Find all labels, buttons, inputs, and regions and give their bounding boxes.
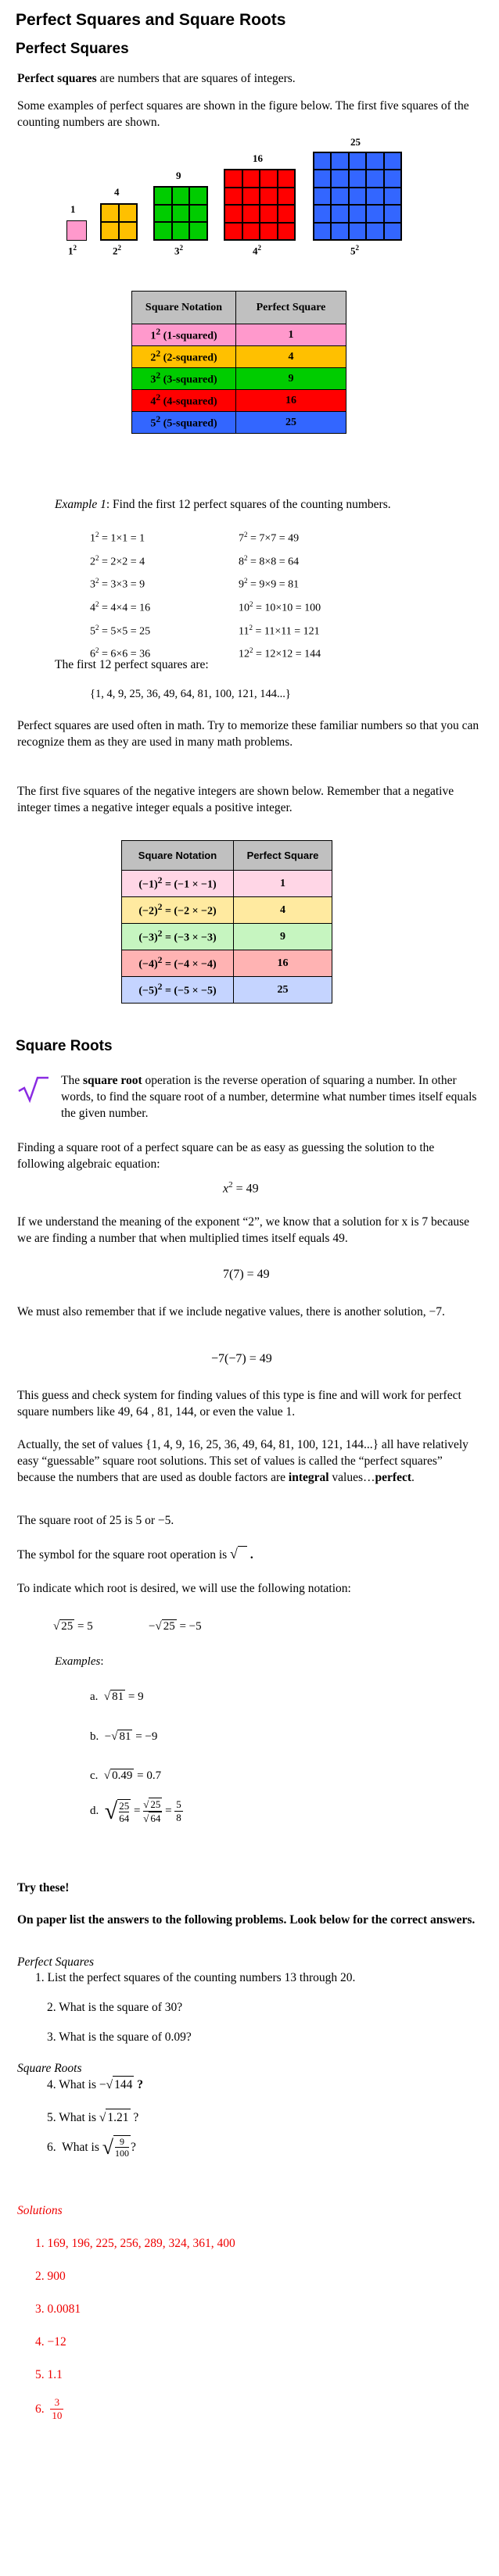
table-header: Perfect Square xyxy=(234,841,332,871)
equation-x-squared: $x^2 = 49$ xyxy=(223,1180,259,1196)
calc-line: $9^2 = 9\times 9 = 81$ xyxy=(239,577,300,591)
perfect-squares-label: Perfect Squares xyxy=(17,1955,94,1969)
figure-label: 9 xyxy=(176,170,181,181)
guess-paragraph: Finding a square root of a perfect square can be as easy as guessing the solution to the following algebraic equation: xyxy=(17,1141,435,1171)
definition: Perfect squares are numbers that are squares of integers. xyxy=(17,72,296,85)
figure-label: 16 xyxy=(253,152,263,164)
example-a: a. √ 81 = 9 xyxy=(90,1690,144,1703)
figure-label: 4 xyxy=(114,186,120,198)
calc-line: $6^2 = 6\times 6 = 36$ xyxy=(90,646,151,660)
table-header: Perfect Square xyxy=(236,292,346,324)
example-c: c. √ 0.49 = 0.7 xyxy=(90,1769,162,1782)
solution-4: 4. −12 xyxy=(35,2335,66,2349)
table-row: $5^2$ (5-squared) 25 xyxy=(132,412,346,434)
example-1: Example 1: Find the first 12 perfect squares of the counting numbers. xyxy=(55,498,391,511)
solution-1: 1. 169, 196, 225, 256, 289, 324, 361, 400 xyxy=(35,2237,235,2250)
equation-seven: 7(7) = 49 xyxy=(223,1268,270,1281)
problem-2: 2. What is the square of 30? xyxy=(47,2001,183,2014)
actually-paragraph: Actually, the set of values {1, 4, 9, 16, 25, 36, 49, 64, 81, 100, 121, 144...} all have relatively easy “guessable” square root solutions. This set of values is called the “perfect squares” because the numbers that are used as double factors are integral values…perfect. xyxy=(17,1438,468,1484)
sqrt-25-text: The square root of 25 is 5 or −5. xyxy=(17,1514,174,1527)
solution-5: 5. 1.1 xyxy=(35,2368,63,2381)
figure-label: 1 xyxy=(70,203,76,215)
section-heading-square-roots: Square Roots xyxy=(16,1038,113,1054)
table-row: $(-2)^2 = (-2 \times -2)$ 4 xyxy=(122,897,332,924)
square-4x4 xyxy=(224,169,296,241)
page-title: Perfect Squares and Square Roots xyxy=(16,11,286,29)
problem-3: 3. What is the square of 0.09? xyxy=(47,2030,192,2044)
notation-positive-root: √ 25 = 5 xyxy=(53,1620,93,1633)
table-row: $2^2$ (2-squared) 4 xyxy=(132,346,346,368)
solutions-heading: Solutions xyxy=(17,2204,63,2217)
equation-negative-seven: −7(−7) = 49 xyxy=(211,1352,272,1365)
square-roots-label: Square Roots xyxy=(17,2062,82,2075)
square-1x1 xyxy=(66,220,87,241)
examples-label: Examples: xyxy=(55,1655,104,1668)
figure-caption: $5^2$ xyxy=(350,244,359,257)
calc-left-column xyxy=(90,525,150,664)
problem-6: 6. What is √ 9 100 ? xyxy=(47,2135,136,2159)
solution-6: 6. 3 10 xyxy=(35,2396,63,2421)
figure-caption: $4^2$ xyxy=(253,244,261,257)
calc-line: $3^2 = 3\times 3 = 9$ xyxy=(90,577,145,591)
guess-check-paragraph: This guess and check system for finding values of this type is fine and will work for perfect square numbers like 49, 64 , 81, 144, or even the value 1. xyxy=(17,1389,461,1419)
first-12-label: The first 12 perfect squares are: xyxy=(55,658,209,671)
solution-2: 2. 900 xyxy=(35,2270,66,2283)
first-12-set: {1, 4, 9, 25, 36, 49, 64, 81, 100, 121, 144...} xyxy=(90,688,291,700)
memorize-paragraph: Perfect squares are used often in math. Try to memorize these familiar numbers so that you can recognize them as they are used in many math problems. xyxy=(17,719,479,749)
radical-symbol-icon xyxy=(17,1075,50,1104)
squares-figure xyxy=(0,136,499,258)
table-row: $(-1)^2 = (-1 \times -1)$ 1 xyxy=(122,871,332,897)
calc-line: $12^2 = 12\times 12 = 144$ xyxy=(239,646,321,660)
calc-line: $1^2 = 1\times 1 = 1$ xyxy=(90,531,145,545)
problem-4: 4. What is −√ 144 ? xyxy=(47,2076,499,2093)
section-heading-perfect-squares: Perfect Squares xyxy=(16,41,129,57)
table-row: $4^2$ (4-squared) 16 xyxy=(132,390,346,412)
calc-line: $4^2 = 4\times 4 = 16$ xyxy=(90,599,151,614)
solution-3: 3. 0.0081 xyxy=(35,2302,81,2316)
negative-solution-paragraph: We must also remember that if we include negative values, there is another solution, −7. xyxy=(17,1305,445,1318)
problem-1: 1. List the perfect squares of the counting numbers 13 through 20. xyxy=(35,1971,356,1984)
example-d: d. √ 25 64 = √ 25 √ 64 = 5 8 xyxy=(90,1798,181,1824)
table-row: $1^2$ (1-squared) 1 xyxy=(132,324,346,346)
square-3x3 xyxy=(153,186,208,241)
calc-line: $8^2 = 8\times 8 = 64$ xyxy=(239,553,300,568)
figure-caption: $2^2$ xyxy=(113,244,121,257)
notation-negative-root: −√ 25 = −5 xyxy=(149,1620,202,1633)
negatives-paragraph: The first five squares of the negative integers are shown below. Remember that a negative integer times a negative integer equals a positive integer. xyxy=(17,785,454,814)
calc-line: $5^2 = 5\times 5 = 25$ xyxy=(90,623,151,638)
figure-caption: $1^2$ xyxy=(68,244,77,257)
try-instructions: On paper list the answers to the following problems. Look below for the correct answers. xyxy=(17,1913,476,1927)
problem-5: 5. What is √ 1.21 ? xyxy=(47,2109,499,2126)
try-these-heading: Try these! xyxy=(17,1881,70,1894)
figure-label: 25 xyxy=(350,136,361,148)
intro-paragraph: Some examples of perfect squares are shown in the figure below. The first five squares of the counting numbers are shown. xyxy=(17,99,469,129)
square-5x5 xyxy=(313,152,402,241)
table-row: $(-4)^2 = (-4 \times -4)$ 16 xyxy=(122,950,332,977)
square-root-intro: The square root operation is the reverse operation of squaring a number. In other words, to find the square root of a number, determine what number times itself equals the given number. xyxy=(61,1074,477,1120)
symbol-text: The symbol for the square root operation is √ . xyxy=(17,1546,253,1562)
figure-caption: $3^2$ xyxy=(174,244,183,257)
table-row: $(-5)^2 = (-5 \times -5)$ 25 xyxy=(122,977,332,1004)
table-row: $(-3)^2 = (-3 \times -3)$ 9 xyxy=(122,924,332,950)
negative-squares-table xyxy=(121,840,332,1004)
table-header: Square Notation xyxy=(132,292,236,324)
calc-right-column xyxy=(239,525,321,664)
table-header: Square Notation xyxy=(122,841,234,871)
square-2x2 xyxy=(100,203,138,241)
calc-line: $2^2 = 2\times 2 = 4$ xyxy=(90,553,145,568)
squares-table xyxy=(131,291,346,434)
example-b: b. −√ 81 = −9 xyxy=(90,1730,158,1743)
table-row: $3^2$ (3-squared) 9 xyxy=(132,368,346,390)
indicate-text: To indicate which root is desired, we will use the following notation: xyxy=(17,1582,351,1595)
exponent-paragraph: If we understand the meaning of the exponent “2”, we know that a solution for x is 7 because we are finding a number that when multiplied times itself equals 49. xyxy=(17,1215,470,1245)
calc-line: $10^2 = 10\times 10 = 100$ xyxy=(239,599,321,614)
calc-line: $11^2 = 11\times 11 = 121$ xyxy=(239,623,320,638)
calc-line: $7^2 = 7\times 7 = 49$ xyxy=(239,531,300,545)
